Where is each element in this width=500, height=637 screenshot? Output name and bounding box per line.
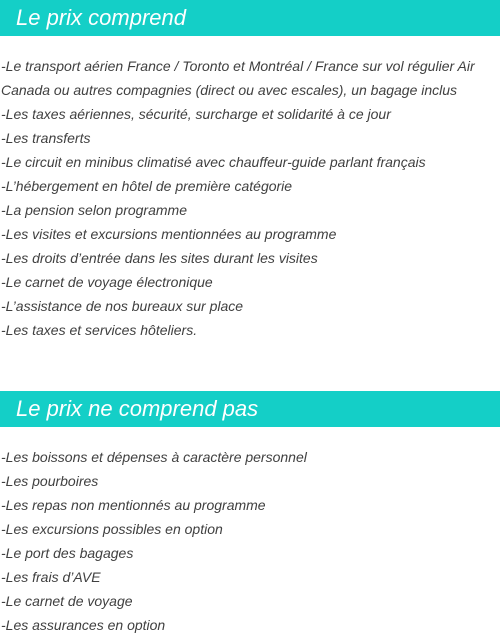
list-item: -Les frais d’AVE [1, 569, 101, 585]
list-item: -Le port des bagages [1, 545, 134, 561]
list-item: -Les transferts [1, 130, 91, 146]
list-item: -L’hébergement en hôtel de première catégorie [1, 178, 293, 194]
list-item: -Les repas non mentionnés au programme [1, 497, 266, 513]
list-item: -L’assistance de nos bureaux sur place [1, 298, 244, 314]
list-item: -Le carnet de voyage électronique [1, 274, 213, 290]
list-item: -Les droits d’entrée dans les sites durant les visites [1, 250, 318, 266]
list-item: -Le carnet de voyage [1, 593, 133, 609]
price-includes-list [0, 54, 500, 342]
price-excludes-list [0, 445, 500, 637]
price-includes-heading: Le prix comprend [0, 0, 500, 36]
price-excludes-heading: Le prix ne comprend pas [0, 391, 500, 427]
list-item: -Le circuit en minibus climatisé avec chauffeur-guide parlant français [1, 154, 426, 170]
price-excludes-section [0, 391, 500, 637]
list-item: -Les pourboires [1, 473, 99, 489]
list-item: -La pension selon programme [1, 202, 187, 218]
list-item: -Les taxes aériennes, sécurité, surcharge et solidarité à ce jour [1, 106, 391, 122]
list-item: -Les assurances en option [1, 617, 166, 633]
list-item: -Les excursions possibles en option [1, 521, 223, 537]
list-item: -Les taxes et services hôteliers. [1, 322, 198, 338]
list-item: -Les visites et excursions mentionnées au programme [1, 226, 337, 242]
list-item: -Le transport aérien France / Toronto et Montréal / France sur vol régulier Air Canada ou autres compagnies (direct ou avec escales), un bagage inclus [1, 58, 475, 98]
list-item: -Les boissons et dépenses à caractère personnel [1, 449, 307, 465]
